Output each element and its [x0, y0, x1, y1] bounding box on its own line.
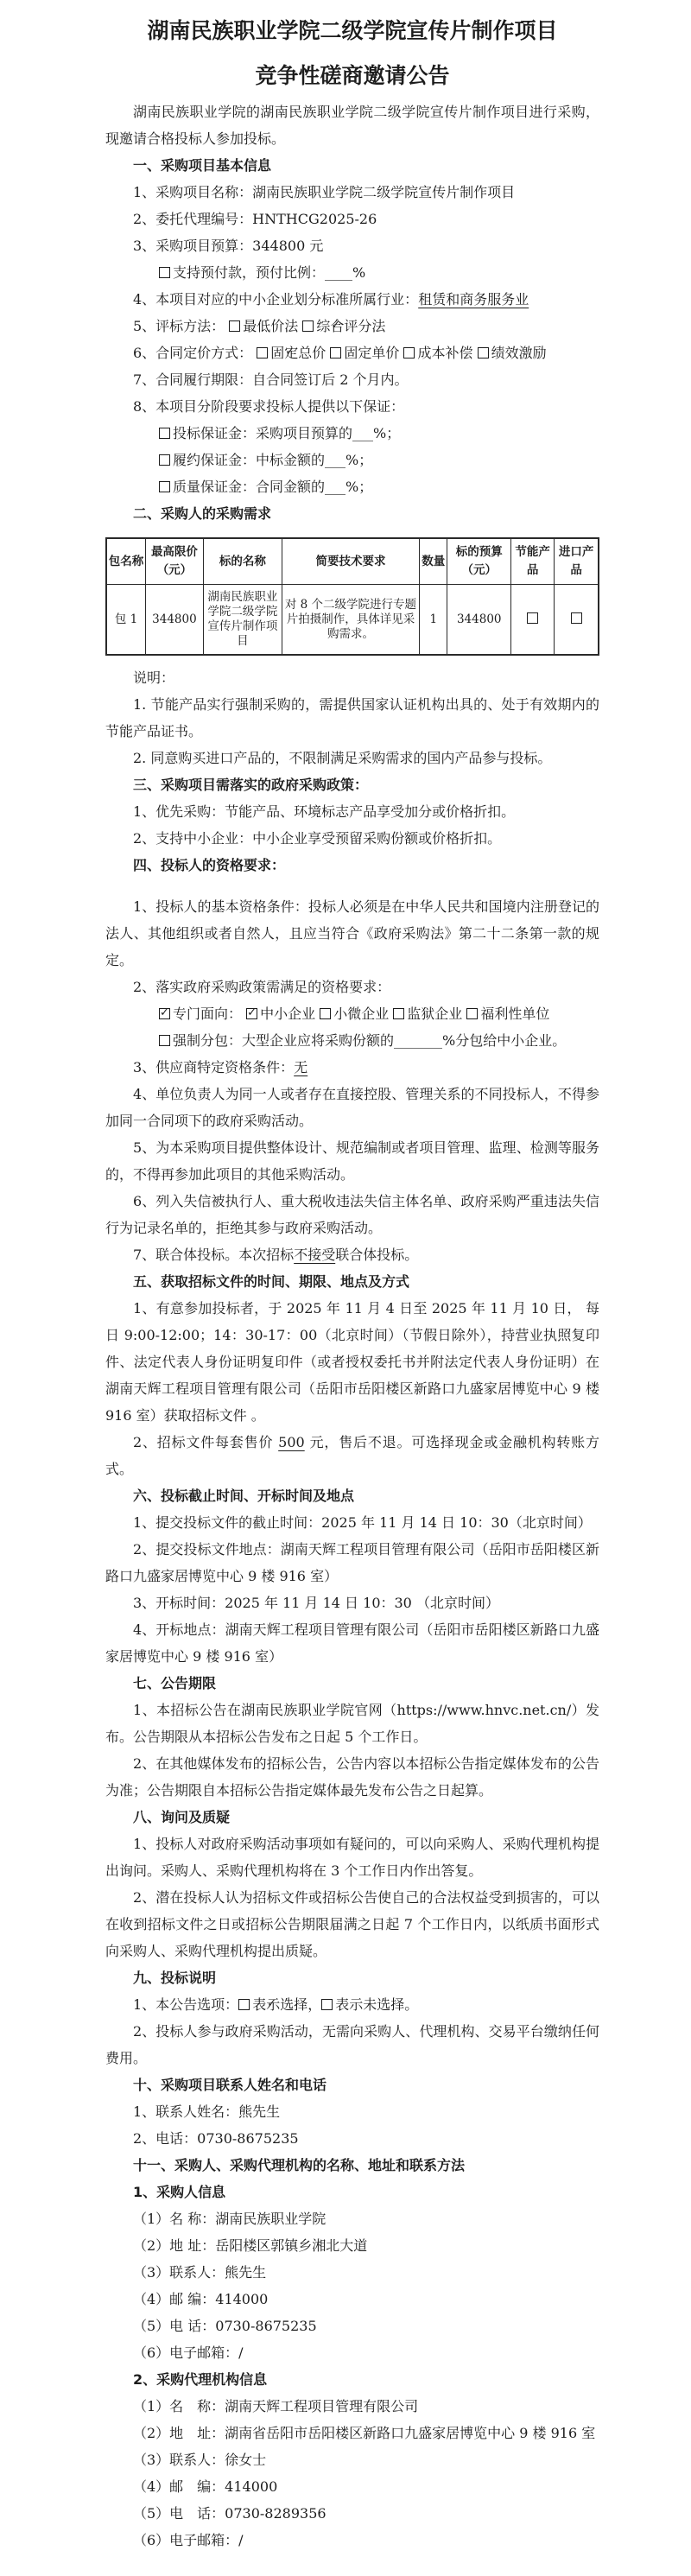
checkbox-unchecked-icon	[478, 347, 489, 358]
paragraph: 4、单位负责人为同一人或者存在直接控股、管理关系的不同投标人，不得参加同一合同项下的政府采购活动。	[105, 1086, 599, 1129]
table-cell	[555, 585, 599, 656]
section-heading: 七、公告期限	[133, 1675, 217, 1691]
paragraph: 2、落实政府采购政策需满足的资格要求：	[133, 979, 391, 995]
paragraph: （4）邮 编：414000	[133, 2478, 278, 2495]
paragraph: 1、本招标公告在湖南民族职业学院官网（https://www.hnvc.net.cn/）发布。公告期限从本招标公告发布之日起 5 个工作日。	[105, 1702, 599, 1745]
paragraph: （6）电子邮箱：/	[133, 2532, 244, 2548]
checkbox-unchecked-icon	[159, 428, 170, 439]
paragraph: 湖南民族职业学院的湖南民族职业学院二级学院宣传片制作项目进行采购，现邀请合格投标人参加投标。	[105, 104, 599, 147]
table-cell: 对 8 个二级学院进行专题片拍摄制作，具体详见采购需求。	[282, 585, 419, 656]
table-cell: 湖南民族职业学院二级学院宣传片制作项目	[203, 585, 282, 656]
paragraph: 1. 节能产品实行强制采购的，需提供国家认证机构出具的、处于有效期内的节能产品证书。	[105, 696, 599, 739]
table-header-cell: 进口产品	[555, 538, 599, 585]
paragraph: 7、联合体投标。本次招标不接受联合体投标。	[133, 1247, 419, 1263]
paragraph: （3）联系人：徐女士	[133, 2452, 267, 2468]
underlined-text: 租赁和商务服务业	[418, 291, 529, 308]
section-heading: 二、采购人的采购需求	[133, 505, 272, 522]
table-header-cell: 简要技术要求	[282, 538, 419, 585]
paragraph: 4、本项目对应的中小企业划分标准所属行业：租赁和商务服务业	[133, 291, 529, 308]
paragraph: 1、投标人的基本资格条件：投标人必须是在中华人民共和国境内注册登记的法人、其他组织或者自然人，且应当符合《政府采购法》第二十二条第一款的规定。	[105, 898, 599, 968]
checkbox-unchecked-icon	[159, 481, 170, 492]
table-cell: 344800	[146, 585, 204, 656]
checkbox-unchecked-icon	[159, 1035, 170, 1046]
checkbox-unchecked-icon	[320, 1008, 331, 1019]
checkbox-checked-icon	[238, 1999, 250, 2010]
section-heading: 九、投标说明	[133, 1970, 217, 1986]
checkbox-checked-icon	[246, 1008, 257, 1019]
paragraph: （4）邮 编：414000	[133, 2291, 269, 2307]
sub-item: 强制分包：大型企业应将采购份额的_______%分包给中小企业。	[105, 1027, 599, 1054]
paragraph: 6、列入失信被执行人、重大税收违法失信主体名单、政府采购严重违法失信行为记录名单的，拒绝其参与政府采购活动。	[105, 1193, 599, 1236]
doc-title: 湖南民族职业学院二级学院宣传片制作项目	[147, 18, 558, 43]
table-cell: 1	[420, 585, 447, 656]
checkbox-unchecked-icon	[321, 1999, 333, 2010]
paragraph: 2、招标文件每套售价 500 元，售后不退。可选择现金或金融机构转账方式。	[105, 1434, 599, 1477]
requirements-table	[105, 537, 599, 656]
section-heading: 2、采购代理机构信息	[133, 2371, 268, 2388]
paragraph: 1、提交投标文件的截止时间：2025 年 11 月 14 日 10：30（北京时间）	[133, 1514, 592, 1531]
table-header-row	[106, 538, 599, 585]
table-cell: 344800	[447, 585, 511, 656]
paragraph: （3）联系人：熊先生	[133, 2264, 267, 2281]
paragraph: 3、供应商特定资格条件：无	[133, 1059, 308, 1075]
sub-item: ✓专门面向： ✓中小企业 小微企业 监狱企业 福利性单位	[105, 1000, 599, 1027]
table-header-cell: 标的名称	[203, 538, 282, 585]
paragraph: 5、评标方法： 最低价法 ✓综合评分法	[105, 313, 599, 339]
section-heading: 三、采购项目需落实的政府采购政策：	[133, 777, 369, 793]
checkbox-checked-icon	[159, 1008, 170, 1019]
sub-item: 履约保证金：中标金额的___%；	[105, 447, 599, 473]
checkbox-unchecked-icon	[159, 454, 170, 466]
paragraph: （5）电 话：0730-8675235	[133, 2318, 317, 2334]
paragraph: 3、开标时间：2025 年 11 月 14 日 10：30 （北京时间）	[133, 1595, 499, 1611]
section-heading: 十一、采购人、采购代理机构的名称、地址和联系方法	[133, 2157, 466, 2173]
section-heading: 四、投标人的资格要求：	[133, 857, 286, 873]
body-sections-after-table	[105, 664, 599, 2554]
table-row	[106, 585, 599, 656]
section-heading: 五、获取招标文件的时间、期限、地点及方式	[133, 1273, 410, 1290]
checkbox-unchecked-icon	[159, 267, 170, 278]
paragraph: 2、提交投标文件地点：湖南天辉工程项目管理有限公司（岳阳市岳阳楼区新路口九盛家居博览中心 9 楼 916 室）	[105, 1541, 599, 1584]
table-cell: 包 1	[106, 585, 146, 656]
section-heading: 六、投标截止时间、开标时间及地点	[133, 1488, 355, 1504]
doc-subtitle: 竞争性磋商邀请公告	[255, 63, 450, 88]
checkbox-unchecked-icon	[571, 612, 582, 624]
table-header-cell: 节能产品	[511, 538, 555, 585]
paragraph: （5）电 话：0730-8289356	[133, 2505, 326, 2522]
table-cell	[511, 585, 555, 656]
paragraph: 6、合同定价方式： ✓固定总价 固定单价 成本补偿 绩效激励	[105, 339, 599, 366]
checkbox-unchecked-icon	[330, 347, 341, 358]
checkbox-unchecked-icon	[229, 320, 240, 332]
paragraph: 7、合同履行期限：自合同签订后 2 个月内。	[133, 371, 409, 388]
table-header-cell: 最高限价（元）	[146, 538, 204, 585]
paragraph: 1、采购项目名称：湖南民族职业学院二级学院宣传片制作项目	[133, 184, 516, 200]
paragraph: （1）名 称：湖南民族职业学院	[133, 2211, 326, 2227]
paragraph: （2）地 址：湖南省岳阳市岳阳楼区新路口九盛家居博览中心 9 楼 916 室	[133, 2425, 596, 2441]
body-sections-before-table	[105, 98, 599, 527]
section-heading: 1、采购人信息	[133, 2184, 226, 2200]
checkbox-unchecked-icon	[403, 347, 415, 358]
paragraph: 1、优先采购：节能产品、环境标志产品享受加分或价格折扣。	[133, 803, 516, 820]
checkbox-unchecked-icon	[466, 1008, 478, 1019]
section-heading: 十、采购项目联系人姓名和电话	[133, 2077, 327, 2093]
underlined-text: 不接受	[294, 1247, 336, 1263]
document	[105, 0, 599, 2576]
paragraph: （2）地 址：岳阳楼区郭镇乡湘北大道	[133, 2237, 368, 2254]
paragraph: 4、开标地点：湖南天辉工程项目管理有限公司（岳阳市岳阳楼区新路口九盛家居博览中心 9 楼 916 室）	[105, 1621, 599, 1665]
underlined-text: 500	[278, 1434, 305, 1450]
paragraph: 2、支持中小企业：中小企业享受预留采购份额或价格折扣。	[133, 830, 502, 847]
paragraph: 说明：	[133, 669, 175, 686]
table-header-cell: 标的预算（元）	[447, 538, 511, 585]
paragraph: 1、投标人对政府采购活动事项如有疑问的，可以向采购人、采购代理机构提出询问。采购人、采购代理机构将在 3 个工作日内作出答复。	[105, 1836, 599, 1879]
checkbox-checked-icon	[257, 347, 268, 358]
paragraph: 8、本项目分阶段要求投标人提供以下保证：	[133, 398, 405, 415]
paragraph: 2、投标人参与政府采购活动，无需向采购人、代理机构、交易平台缴纳任何费用。	[105, 2023, 599, 2066]
sub-item: 投标保证金：采购项目预算的___%；	[105, 420, 599, 447]
checkbox-unchecked-icon	[527, 612, 538, 624]
sub-item: 支持预付款，预付比例：____%	[105, 259, 599, 286]
paragraph: 2、潜在投标人认为招标文件或招标公告使自己的合法权益受到损害的，可以在收到招标文件之日或招标公告期限届满之日起 7 个工作日内，以纸质书面形式向采购人、采购代理机构提出质疑。	[105, 1889, 599, 1959]
sub-item: 质量保证金：合同金额的___%；	[105, 473, 599, 500]
paragraph: 1、有意参加投标者，于 2025 年 11 月 4 日至 2025 年 11 月 10 日， 每日 9:00-12:00；14：30-17：00（北京时间）（节假日除外），持营业执照复印件、法定代表人身份证明复印件（或者授权委托书并附法定代表人身份证明）在湖南天辉工程项目管理有限公司（岳阳市岳阳楼区新路口九盛家居博览中心 9 楼 916 室）获取招标文件 。	[105, 1300, 599, 1424]
paragraph: （1）名 称：湖南天辉工程项目管理有限公司	[133, 2398, 419, 2414]
paragraph: （6）电子邮箱：/	[133, 2344, 244, 2361]
section-heading: 八、询问及质疑	[133, 1809, 231, 1825]
paragraph: 5、为本采购项目提供整体设计、规范编制或者项目管理、监理、检测等服务的，不得再参加此项目的其他采购活动。	[105, 1139, 599, 1183]
paragraph: 2. 同意购买进口产品的，不限制满足采购需求的国内产品参与投标。	[133, 750, 552, 766]
checkbox-unchecked-icon	[393, 1008, 404, 1019]
paragraph: 1、联系人姓名：熊先生	[133, 2103, 281, 2120]
table-header-cell: 包名称	[106, 538, 146, 585]
underlined-text: 无	[294, 1059, 308, 1075]
paragraph: 1、本公告选项： ✓ 表示选择， 表示未选择。	[105, 1991, 599, 2018]
section-heading: 一、采购项目基本信息	[133, 157, 272, 174]
table-header-cell: 数量	[420, 538, 447, 585]
paragraph: 2、委托代理编号：HNTHCG2025-26	[133, 211, 377, 227]
checkbox-checked-icon	[302, 320, 314, 332]
paragraph: 2、电话：0730-8675235	[133, 2130, 299, 2147]
paragraph: 2、在其他媒体发布的招标公告，公告内容以本招标公告指定媒体发布的公告为准；公告期限自本招标公告指定媒体最先发布公告之日起算。	[105, 1755, 599, 1799]
paragraph: 3、采购项目预算：344800 元	[133, 238, 324, 254]
